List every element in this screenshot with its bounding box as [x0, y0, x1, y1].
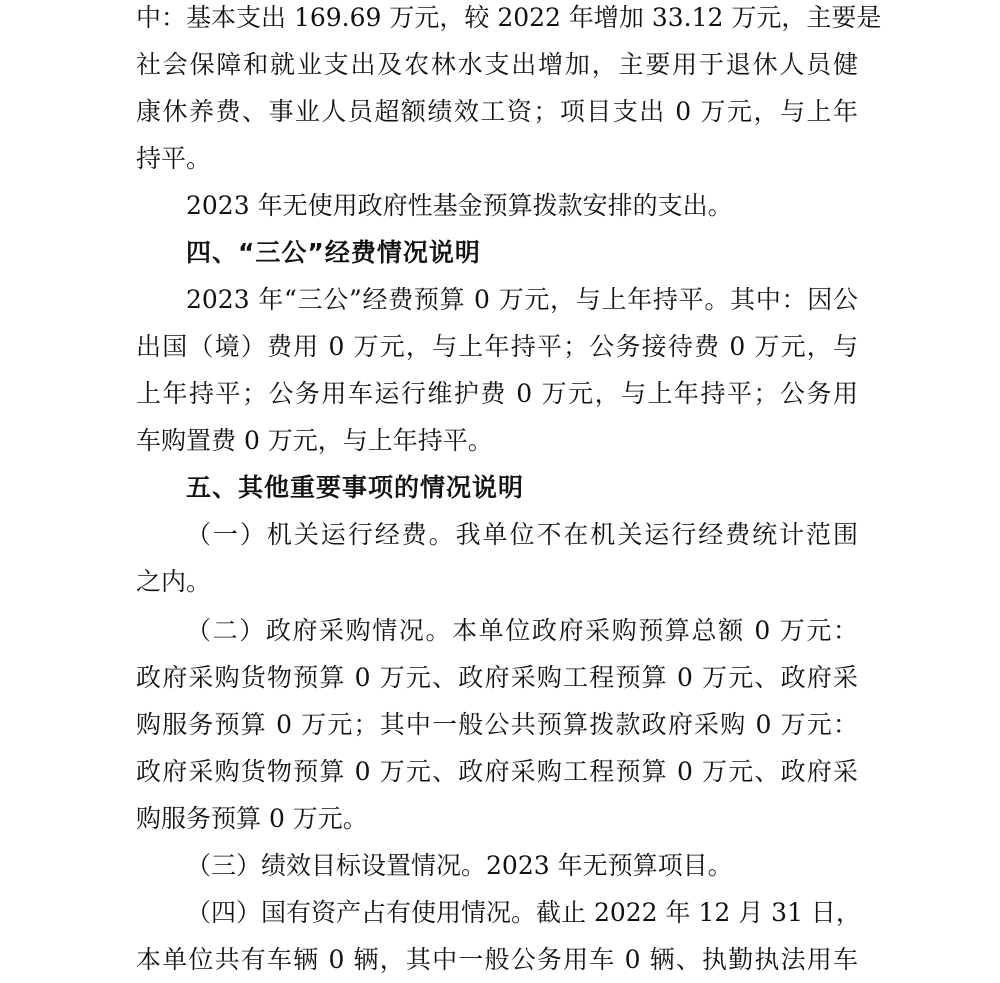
paragraph-line: 购服务预算 0 万元；其中一般公共预算拨款政府采购 0 万元：: [136, 710, 858, 739]
paragraph-line: 车购置费 0 万元，与上年持平。: [136, 426, 493, 455]
paragraph-line: （一）机关运行经费。我单位不在机关运行经费统计范围: [186, 520, 858, 549]
paragraph-line: 政府采购货物预算 0 万元、政府采购工程预算 0 万元、政府采: [136, 757, 858, 786]
paragraph-line: 本单位共有车辆 0 辆，其中一般公务用车 0 辆、执勤执法用车: [136, 945, 858, 974]
paragraph-line: （二）政府采购情况。本单位政府采购预算总额 0 万元：: [186, 616, 858, 645]
paragraph-line: 2023 年“三公”经费预算 0 万元，与上年持平。其中：因公: [186, 285, 858, 314]
paragraph-line: （四）国有资产占有使用情况。截止 2022 年 12 月 31 日，: [186, 898, 861, 927]
section-heading: 四、“三公”经费情况说明: [186, 238, 481, 267]
paragraph-line: 中：基本支出 169.69 万元，较 2022 年增加 33.12 万元，主要是: [136, 3, 882, 32]
section-heading: 五、其他重要事项的情况说明: [186, 473, 525, 502]
paragraph-line: 之内。: [136, 567, 212, 596]
paragraph-line: 出国（境）费用 0 万元，与上年持平；公务接待费 0 万元，与: [136, 332, 858, 361]
paragraph-line: 持平。: [136, 144, 212, 173]
paragraph-line: 购服务预算 0 万元。: [136, 804, 368, 833]
paragraph-line: 2023 年无使用政府性基金预算拨款安排的支出。: [186, 191, 733, 220]
paragraph-line: （三）绩效目标设置情况。2023 年无预算项目。: [186, 851, 733, 880]
paragraph-line: 上年持平；公务用车运行维护费 0 万元，与上年持平；公务用: [136, 379, 858, 408]
paragraph-line: 政府采购货物预算 0 万元、政府采购工程预算 0 万元、政府采: [136, 663, 858, 692]
paragraph-line: 康休养费、事业人员超额绩效工资；项目支出 0 万元，与上年: [136, 97, 858, 126]
paragraph-line: 社会保障和就业支出及农林水支出增加，主要用于退休人员健: [136, 50, 858, 79]
